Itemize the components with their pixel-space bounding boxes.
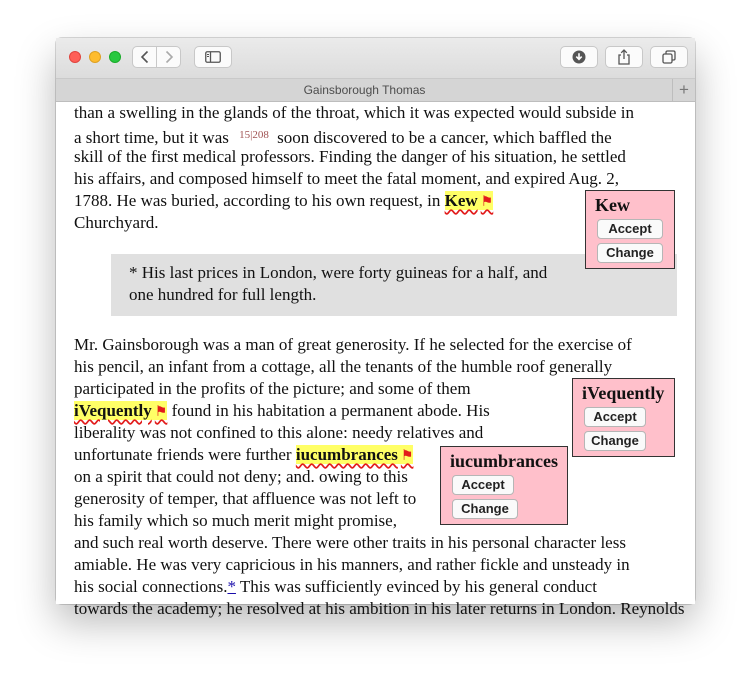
accept-button[interactable]: Accept: [584, 407, 646, 427]
change-button[interactable]: Change: [584, 431, 646, 451]
footnote-line: one hundred for full length.: [129, 285, 317, 304]
text-line: [74, 444, 413, 467]
downloads-button[interactable]: [560, 46, 598, 68]
footnote-line: * His last prices in London, were forty guineas for a half, and: [129, 263, 548, 282]
text-segment: 1788. He was buried, according to his own request, in: [74, 191, 441, 210]
correction-popup-ivequently: [572, 378, 675, 457]
text-segment: unfortunate friends were further: [74, 445, 292, 464]
footnote-link[interactable]: *: [227, 577, 236, 596]
popup-title: iVequently: [582, 383, 665, 403]
flag-icon: ⚑: [400, 448, 414, 464]
tab-title[interactable]: Gainsborough Thomas: [303, 83, 426, 97]
text-line: on a spirit that could not deny; and. owing to this: [74, 467, 408, 486]
page-marker: 15: [239, 129, 251, 141]
new-tab-button[interactable]: +: [672, 79, 695, 101]
flagged-word-kew[interactable]: [445, 191, 494, 210]
text-line: amiable. He was very capricious in his manners, and rather fickle and unsteady in: [74, 555, 630, 574]
flagged-word-text: Kew: [444, 191, 478, 210]
text-line: Mr. Gainsborough was a man of great generosity. If he selected for the exercise of: [74, 335, 632, 354]
flagged-word-text: iucumbrances: [295, 445, 398, 464]
flagged-word-ivequently[interactable]: [74, 401, 167, 420]
tabs-overview-button[interactable]: [650, 46, 688, 68]
back-button[interactable]: [132, 46, 157, 68]
text-line: Churchyard.: [74, 213, 159, 232]
correction-popup-iucumbrances: [440, 446, 568, 525]
text-line: his pencil, an infant from a cottage, all the tenants of the humble roof generally: [74, 357, 613, 376]
sidebar-icon: [205, 51, 221, 63]
accept-button[interactable]: Accept: [597, 219, 663, 239]
change-button[interactable]: Change: [597, 243, 663, 263]
page-content: [56, 102, 695, 618]
text-segment: soon discovered to be a cancer, which baffled the: [277, 128, 612, 147]
text-line: generosity of temper, that affluence was not left to: [74, 489, 417, 508]
text-segment: his social connections.: [74, 577, 228, 596]
accept-button[interactable]: Accept: [452, 475, 514, 495]
text-line: skill of the first medical professors. Finding the danger of his situation, he settled: [74, 147, 626, 166]
text-line: his family which so much merit might promise,: [74, 511, 397, 530]
minimize-window-button[interactable]: [89, 51, 101, 63]
browser-window: [56, 38, 695, 618]
tabs-overview-icon: [662, 50, 676, 64]
flag-icon: ⚑: [154, 404, 168, 420]
maximize-window-button[interactable]: [109, 51, 121, 63]
change-button[interactable]: Change: [452, 499, 518, 519]
back-icon: [140, 50, 150, 64]
text-line: towards the academy; he resolved at his ambition in his later returns in London. Reynolds: [74, 599, 685, 618]
text-line: than a swelling in the glands of the throat, which it was expected would subside in: [74, 103, 634, 122]
text-line: [74, 190, 493, 213]
tab-bar: [56, 79, 695, 102]
text-line: liberality was not confined to this alone: needy relatives and: [74, 423, 484, 442]
toolbar: [56, 38, 695, 79]
forward-button[interactable]: [156, 46, 181, 68]
flagged-word-iucumbrances[interactable]: [296, 445, 414, 464]
close-window-button[interactable]: [69, 51, 81, 63]
text-segment: a short time, but it was: [74, 128, 229, 147]
downloads-icon: [572, 50, 586, 64]
page-marker: 208: [252, 129, 269, 141]
forward-icon: [164, 50, 174, 64]
flag-icon: ⚑: [480, 194, 494, 210]
sidebar-button[interactable]: [194, 46, 232, 68]
text-line: [74, 576, 597, 598]
text-line: [74, 400, 490, 423]
popup-title: iucumbrances: [450, 451, 558, 471]
correction-popup-kew: [585, 190, 675, 269]
popup-title: Kew: [595, 195, 630, 215]
text-segment: found in his habitation a permanent abode. His: [171, 401, 490, 420]
text-segment: This was sufficiently evinced by his general conduct: [235, 577, 597, 596]
page-marker-separator: |: [250, 129, 253, 141]
share-button[interactable]: [605, 46, 643, 68]
text-line: participated in the profits of the picture; and some of them: [74, 379, 471, 398]
text-line: his affairs, and composed himself to meet the fatal moment, and expired Aug. 2,: [74, 169, 619, 188]
share-icon: [617, 49, 631, 65]
text-line: and such real worth deserve. There were other traits in his personal character less: [74, 533, 626, 552]
flagged-word-text: iVequently: [74, 401, 152, 420]
